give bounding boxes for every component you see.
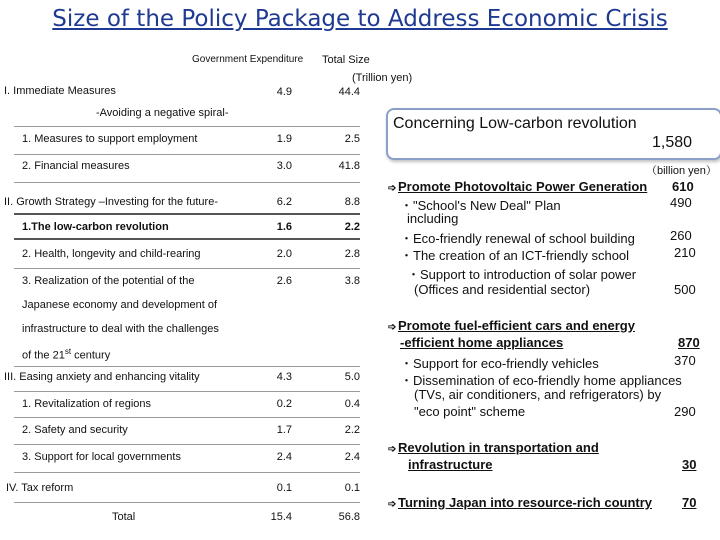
list-item: ➩ Promote Photovoltaic Power Generation [388,179,648,194]
row-label: 3. Support for local governments [22,451,181,463]
row-divider [14,213,360,215]
row-label: 1. Revitalization of regions [22,398,152,410]
row-divider [14,444,360,445]
row-label: IV. Tax reform [6,482,74,494]
row-gov: 4.3 [276,371,292,383]
list-item: ・The creation of an ICT-friendly school [400,248,630,263]
list-item-value: 290 [674,404,696,419]
row-divider [14,126,360,127]
row-divider [14,182,360,183]
list-item-value: 500 [674,282,696,297]
row-gov: 0.2 [276,398,292,410]
list-item-value: 870 [678,335,700,350]
row-total: 0.1 [344,482,360,494]
list-item: ・"School's New Deal" Plan [400,198,561,213]
arrow-icon: ➩ [388,183,397,194]
list-item: (Offices and residential sector) [414,282,591,297]
arrow-icon: ➩ [388,322,397,333]
row-divider [14,391,360,392]
list-item: ・Dissemination of eco-friendly home appliances [400,373,682,388]
row-total: 0.4 [344,398,360,410]
row-divider [14,154,360,155]
list-item-value: 370 [674,353,696,368]
row-total: 3.8 [344,275,360,287]
header-gov-expenditure: Government Expenditure [192,54,304,65]
row-gov: 0.1 [276,482,292,494]
panel-total: 1,580 [652,134,693,151]
row-total: 2.2 [344,424,360,436]
row-label: Japanese economy and development of [22,299,218,311]
row-total: 5.0 [344,371,360,383]
row-divider [14,366,360,367]
row-label: -Avoiding a negative spiral- [96,107,229,119]
arrow-icon: ➩ [388,444,397,455]
list-item: ・Support for eco-friendly vehicles [400,356,599,371]
row-label: 1.The low-carbon revolution [22,221,169,233]
row-gov: 1.6 [276,221,292,233]
row-divider [14,238,360,240]
row-label: 2. Health, longevity and child-rearing [22,248,201,260]
list-item-value: 610 [672,179,694,194]
list-item: ・Eco-friendly renewal of school building [400,231,635,246]
list-item-value: 260 [670,228,692,243]
list-item-value: 490 [670,195,692,210]
row-total: 2.4 [344,451,360,463]
row-gov: 2.6 [276,275,292,287]
row-total: 41.8 [338,160,360,172]
row-total: 2.8 [344,248,360,260]
row-label: 1. Measures to support employment [22,133,198,145]
panel-title: Concerning Low-carbon revolution [393,115,637,132]
row-gov: 6.2 [276,196,292,208]
list-item: ➩ Revolution in transportation and [388,440,599,455]
row-label: I. Immediate Measures [4,85,116,97]
row-total: 2.2 [344,221,360,233]
row-divider [14,417,360,418]
list-item: -efficient home appliances [400,335,564,350]
row-label: infrastructure to deal with the challenges [22,323,219,335]
row-gov: 2.0 [276,248,292,260]
row-label: of the 21st century [22,347,111,362]
row-gov: 3.0 [276,160,292,172]
row-divider [14,268,360,269]
row-gov: 1.7 [276,424,292,436]
panel-unit: （billion yen） [646,165,717,177]
list-item-value: 30 [682,457,697,472]
row-label: Total [112,511,136,523]
row-total: 44.4 [338,86,360,98]
list-item: ➩ Turning Japan into resource-rich country [388,495,653,510]
arrow-icon: ➩ [388,499,397,510]
row-label: II. Growth Strategy –Investing for the future- [4,196,218,208]
row-gov: 4.9 [276,86,292,98]
row-gov: 2.4 [276,451,292,463]
list-item: ・Support to introduction of solar power [407,267,637,282]
list-item-value: 70 [682,495,697,510]
row-total: 8.8 [344,196,360,208]
row-total: 56.8 [338,511,360,523]
row-label: 2. Safety and security [22,424,128,436]
list-item: ➩ Promote fuel-efficient cars and energy [388,318,635,333]
row-label: 2. Financial measures [22,160,130,172]
row-divider [14,472,360,473]
page-title: Size of the Policy Package to Address Economic Crisis [52,6,668,32]
row-gov: 1.9 [276,133,292,145]
list-item: "eco point" scheme [414,404,526,419]
header-total-size: Total Size [322,54,370,66]
header-unit: (Trillion yen) [352,72,413,84]
row-divider [14,502,360,503]
list-item: including [407,211,459,226]
row-total: 2.5 [344,133,360,145]
list-item: infrastructure [408,457,493,472]
row-label: 3. Realization of the potential of the [22,275,195,287]
row-label: III. Easing anxiety and enhancing vitality [4,371,200,383]
list-item-value: 210 [674,245,696,260]
row-gov: 15.4 [270,511,292,523]
list-item: (TVs, air conditioners, and refrigerators) by [414,387,662,402]
